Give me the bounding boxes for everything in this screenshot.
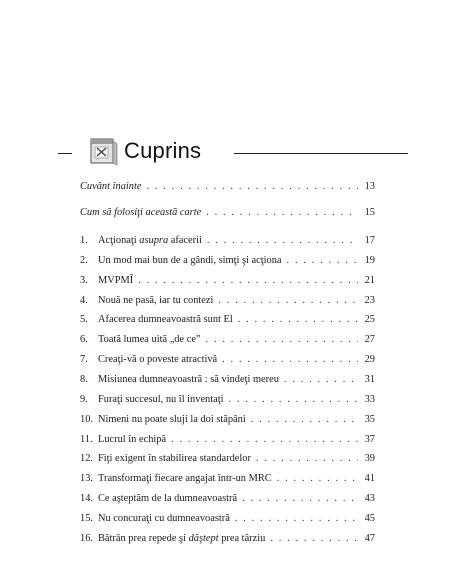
toc-entry-chapter[interactable] — [80, 533, 375, 549]
chapter-number: 7. — [80, 354, 88, 366]
entry-title — [98, 533, 265, 544]
title-emphasis: asupra — [139, 235, 169, 246]
dot-leader — [206, 334, 358, 345]
page-number: 21 — [364, 274, 375, 286]
dot-leader — [138, 275, 358, 286]
chapter-number: 9. — [80, 393, 88, 405]
entry-title: Afacerea dumneavoastră sunt El — [98, 314, 233, 326]
page-number: 13 — [364, 181, 375, 192]
entry-title: Cum să folosiţi această carte — [80, 207, 202, 218]
chapter-number: 8. — [80, 374, 88, 385]
toc-entry-chapter[interactable] — [80, 354, 375, 370]
entry-title: Toată lumea uită „de ce” — [98, 334, 201, 346]
chapter-number: 15. — [80, 512, 93, 524]
heading-left-dash — [58, 153, 72, 154]
page-number: 15 — [364, 207, 375, 218]
toc-entry-chapter[interactable] — [80, 394, 375, 410]
page-number: 39 — [364, 453, 375, 465]
chapter-number: 3. — [80, 274, 88, 286]
chapter-number: 5. — [80, 314, 88, 326]
entry-title: Creaţi-vă o poveste atractivă — [98, 354, 218, 366]
dot-leader — [235, 513, 358, 524]
page-number: 45 — [364, 512, 375, 524]
entry-title: Transformaţi fiecare angajat într-un MRC — [98, 473, 272, 485]
page-number: 27 — [364, 334, 375, 346]
toc-entry-chapter[interactable] — [80, 513, 375, 529]
entry-title: Nu concuraţi cu dumneavoastră — [98, 512, 230, 524]
dot-leader — [207, 235, 358, 246]
dot-leader — [284, 374, 358, 385]
title-part: Acţionaţi — [98, 235, 140, 246]
dot-leader — [229, 394, 358, 405]
entry-title: Fiţi exigent în stabilirea standardelor — [98, 453, 251, 465]
chapter-number: 11. — [80, 433, 93, 445]
entry-title: Ce aşteptăm de la dumneavoastră — [98, 493, 238, 505]
chapter-number: 16. — [80, 532, 93, 544]
page-number: 29 — [364, 354, 375, 366]
dot-leader — [238, 314, 358, 325]
entry-title: Lucrul în echipă — [98, 433, 167, 445]
toc-entry-chapter[interactable] — [80, 453, 375, 469]
page-number: 17 — [364, 235, 375, 246]
toc-entry-chapter[interactable] — [80, 295, 375, 311]
title-emphasis: dăştept — [188, 532, 219, 544]
entry-title: Nimeni nu poate sluji la doi stăpâni — [98, 413, 246, 425]
entry-title — [98, 235, 202, 246]
chapter-number: 1. — [80, 235, 88, 246]
toc-entry-chapter[interactable] — [80, 434, 375, 450]
title-part: Bătrân prea repede şi — [98, 532, 189, 544]
toc-entry-chapter[interactable] — [80, 493, 375, 509]
toc-entry-front-matter[interactable] — [80, 181, 375, 197]
page-number: 35 — [364, 413, 375, 425]
page-number: 25 — [364, 314, 375, 326]
title-part: prea târziu — [218, 532, 266, 544]
dot-leader — [270, 533, 358, 544]
page-number: 19 — [364, 254, 375, 266]
entry-title: Un mod mai bun de a gândi, simţi şi acţiona — [98, 254, 282, 266]
dot-leader — [222, 354, 358, 365]
chapter-number: 6. — [80, 334, 88, 346]
entry-title: Misiunea dumneavoastră : să vindeţi mereu — [98, 374, 279, 385]
dot-leader — [242, 493, 358, 504]
page-title: Cuprins — [124, 138, 202, 163]
chapter-number: 12. — [80, 453, 93, 465]
dot-leader — [206, 207, 358, 218]
toc-entry-chapter[interactable] — [80, 275, 375, 291]
dot-leader — [277, 473, 358, 484]
page-number: 47 — [364, 532, 375, 544]
page-number: 41 — [364, 473, 375, 485]
toc-entry-chapter[interactable] — [80, 334, 375, 350]
chapter-number: 4. — [80, 294, 88, 306]
toc-entry-chapter[interactable] — [80, 255, 375, 271]
entry-title: Nouă ne pasă, iar tu contezi — [98, 294, 214, 306]
chapter-number: 2. — [80, 254, 88, 266]
chapter-number: 14. — [80, 493, 93, 505]
toc-entry-chapter[interactable] — [80, 374, 375, 390]
toc-entry-chapter[interactable] — [80, 235, 375, 251]
toc-entry-chapter[interactable] — [80, 314, 375, 330]
entry-title: MVPMÎ — [98, 274, 134, 286]
page-number: 23 — [364, 294, 375, 306]
entry-title: Furaţi succesul, nu îl inventaţi — [98, 393, 224, 405]
entry-title: Cuvânt înainte — [80, 181, 142, 192]
dot-leader — [171, 434, 358, 445]
page-number: 37 — [364, 433, 375, 445]
page-number: 31 — [364, 374, 375, 385]
chapter-number: 10. — [80, 413, 93, 425]
dot-leader — [287, 255, 358, 266]
dot-leader — [146, 181, 358, 192]
toc-entry-chapter[interactable] — [80, 414, 375, 430]
dot-leader — [256, 453, 358, 464]
dot-leader — [251, 414, 358, 425]
dot-leader — [218, 295, 358, 306]
title-part: afacerii — [168, 235, 202, 246]
page-number: 33 — [364, 393, 375, 405]
toc-entry-chapter[interactable] — [80, 473, 375, 489]
chapter-number: 13. — [80, 473, 93, 485]
table-of-contents — [80, 0, 375, 584]
page-number: 43 — [364, 493, 375, 505]
toc-entry-front-matter[interactable] — [80, 207, 375, 223]
